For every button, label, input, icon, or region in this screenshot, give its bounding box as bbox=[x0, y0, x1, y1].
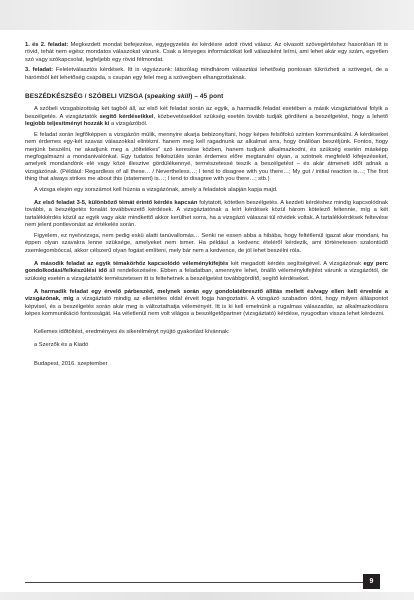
footer-decoration bbox=[0, 592, 414, 600]
paragraph-task-3 bbox=[25, 67, 388, 82]
paragraph-third-task bbox=[25, 289, 388, 319]
section-heading-part-2: ) – 45 pont bbox=[190, 93, 224, 101]
task-1-2-lead: 1. és 2. feladat: bbox=[25, 42, 69, 48]
second-task-text-2: áll rendelkezésére. Ebben a feladatban, amennyire lehet, önálló véleménykifejtést várunk a vizsgázótól, de szükség esetén a vizsgáztatók természetesen itt is feltehetnek a beszélgetést továbbgördítő, segítő kérdéseket. bbox=[25, 268, 388, 282]
committee-text-3: a vizsgázóból. bbox=[109, 121, 148, 128]
task-1-2-text: Megkezdett mondat befejezése, egyjegyzetés és kérdésre adott rövid válasz. Az olvasott szövegértéshez hasonlóan itt is rövid, tehát nem egész mondatos válaszokat várunk. Csak a lényeges információkat kell válaszként leírni, ami lehet akár egy szám, egyetlen szó vagy szókapcsolat, legfeljebb egy rövid félmondat. bbox=[25, 42, 388, 63]
signature: a Szerzők és a Kiadó bbox=[34, 342, 89, 349]
place-and-date: Budapest, 2016. szeptember bbox=[34, 360, 108, 367]
committee-bold-2: legjobb teljesítményt hozzák ki bbox=[25, 121, 110, 128]
paragraph-attention: Figyelem, ez nyelvvizsga, nem pedig eskü alatti tanúvallomás… Senki ne essen abba a hibába, hogy feltétlenül igazat akar mondani, ha éppen olyan szavakra lenne szüksége, amelyeket nem ismer. Ha például a kedvenc ételéről kérdezik, ami történetesen szalontüdő zsemlegombóccal, akkor célszerű olyan fogást említeni, mely bár nem a kedvence, de jól lehet beszélni róla. bbox=[25, 232, 388, 254]
footer-rule bbox=[25, 582, 363, 583]
second-task-bold-2: egy perc gondolkodási/felkészülési idő bbox=[25, 260, 389, 275]
paragraph-second-task bbox=[25, 261, 388, 283]
committee-bold-1: segítő kérdéseikkel bbox=[99, 113, 154, 120]
third-task-bold: A harmadik feladat egy érvelő párbeszéd, melynek során egy gondolatébresztő állítás mellett és/vagy ellen kell érvelnie a vizsgázónak, mig bbox=[25, 288, 388, 303]
first-task-bold: Az első feladat 3-5, különböző témát érintő kérdés kapcsán bbox=[34, 199, 198, 206]
header-decoration bbox=[0, 0, 414, 30]
third-task-text: a vizsgáztató mindig az ellentétes oldal érveit fogja hangoztatni. A vizsgázó szabadon dönt, hogy milyen álláspontot képvisel, és a beszélgetés során akár meg is változtathatja véleményét. Itt is ki kell emelnünk a rugalmas válaszadás, az alkalmazkodásra képes kommunikáció fontosságát. Ha véletlenül nem volt világos a beszélgetőpartner (vizsgáztató) kérdése, nyugodtan vissza lehet kérdezni. bbox=[25, 296, 388, 317]
paragraph-first-task bbox=[25, 200, 388, 230]
first-task-text: folytatott, kötetlen beszélgetés. A kezdeti kérdéshez mindig kapcsolódnak további, a beszélgetés fonalát továbbvezető kérdések. A vizsgáztatónak a leírt kérdések közül három kötelező feltennie, míg a két tartalékkérdés közül az egyik vagy akár mindkettő akkor kerülhet sorra, ha a vizsgázó válaszai túl rövidek voltak. A tartalékkérdések feltevése nem jelent pontlevonást az értékelés során. bbox=[25, 199, 388, 229]
paragraph-task-1-2 bbox=[25, 42, 388, 64]
closing-wish: Kellemes időtöltést, eredményes és sikerélményt nyújtó gyakorlást kívánnak: bbox=[34, 329, 230, 336]
document-body bbox=[25, 42, 388, 368]
paragraph-committee bbox=[25, 106, 388, 128]
paragraph-ticket: A vizsga elején egy sorszámot kell húznia a vizsgázónak, amely a feladatok alapján kapja majd. bbox=[34, 186, 278, 193]
committee-text-2: , közbevetéseikkel szükség esetén tovább tudják gördíteni a beszélgetést, hogy a lehető bbox=[153, 113, 388, 120]
task-3-text: Feleletválasztós kérdések. Itt is vigyázzunk: látszólag mindhárom választási lehetőség pontosan tükrözheti a szöveget, de a hárómból két lehetőség csapda, s csupán egy felel meg a szövegben elhangzottaknak. bbox=[25, 67, 388, 81]
second-task-text-1: két megadott kérdés segítségével. A vizsgázónak bbox=[228, 260, 364, 267]
section-heading-english: speaking skill bbox=[146, 93, 191, 101]
section-heading-part-1: BESZÉDKÉSZSÉG / SZÓBELI VIZSGA ( bbox=[25, 93, 147, 101]
committee-text-1: A szóbeli vizsgabizottság két tagból áll, az első két feladat során az egyik, a harmadik feladat esetében a másik vizsgáztatóval folyik a beszélgetés. A vizsgáztatók bbox=[25, 106, 388, 120]
paragraph-preparation: E feladat során legfőképpen a vizsgázón múlik, mennyire akarja bebizonyítani, hogy képes felsőfokú szinten kommunikálni. A kérdéseket nem érdemes egy-két szavas válaszokkal elintézni. hanem meg kell ragadnunk az alkalmat arra, hogy önállóan beszéljünk. Fontos, hogy merjünk beszélni, ne akadjunk meg a „töltelékes” szó keresése közben, hanem tudjunk alkalmazkodni, és szükség esetén másképp megfogalmazni a mondanivalónkat. Egy tudatos felkészülés során érdemes előre megtanulni olyan, a szintnek megfelelő kifejezéseket, amelyek mondandónk elé vagy közé illesztve gördülékennyé, természetessé teszik a beszélgetést – és akár átmeneti időt adnak a vizsgázónak. (Például: Regardless of all these… / Nevertheless…; I tend to disagree with you there…; My gut / initial reaction is…; The first thing that always strikes me about this (statement) is…; I tend to disagree with you there…; stb.) bbox=[25, 131, 388, 183]
section-heading-speaking bbox=[25, 93, 388, 100]
page-number: 9 bbox=[363, 574, 380, 589]
second-task-bold-1: A második feladat az egyik témakörhöz kapcsolódó véleménykifejtés bbox=[34, 260, 229, 267]
task-3-lead: 3. feladat: bbox=[25, 67, 54, 74]
